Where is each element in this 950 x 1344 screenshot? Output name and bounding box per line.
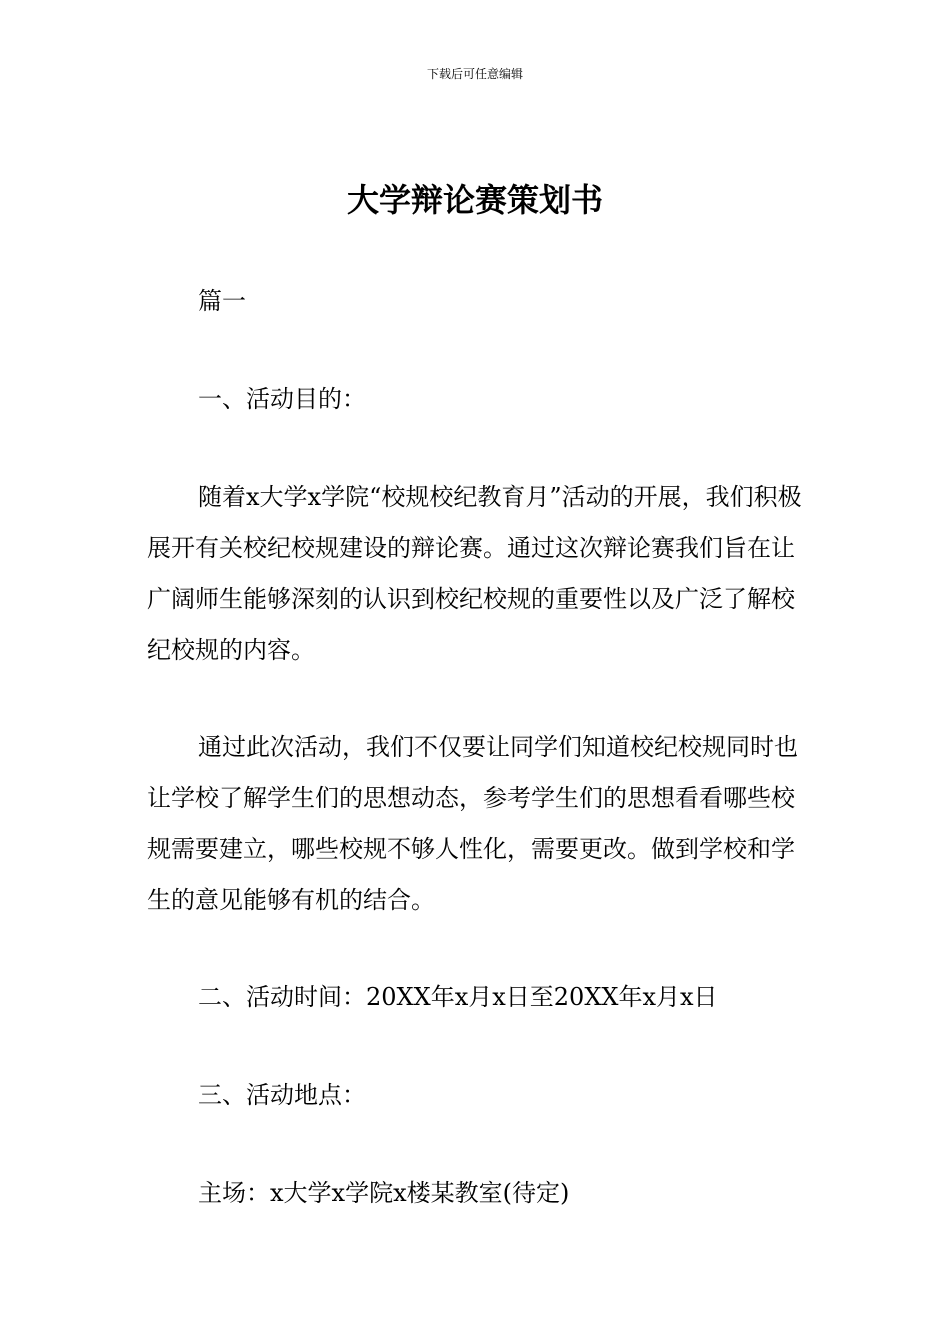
- page-header-note: 下载后可任意编辑: [426, 67, 523, 81]
- section-heading-venue: 三、活动地点：: [198, 1081, 366, 1109]
- venue-main-line: 主场：x大学x学院x楼某教室(待定): [198, 1179, 570, 1207]
- purpose-paragraph-2: 通过此次活动，我们不仅要让同学们知道校纪校规同时也让学校了解学生们的思想动态，参考学生们的思想看看哪些校规需要建立，哪些校规不够人性化，需要更改。做到学校和学生的意见能够有机的结合。: [147, 733, 798, 914]
- section-time-line: 二、活动时间：20XX年x月x日至20XX年x月x日: [198, 983, 718, 1011]
- purpose-paragraph-1: 随着x大学x学院“校规校纪教育月”活动的开展，我们积极展开有关校纪校规建设的辩论赛。通过这次辩论赛我们旨在让广阔师生能够深刻的认识到校纪校规的重要性以及广泛了解校纪校规的内容。: [147, 483, 802, 664]
- part-label: 篇一: [198, 287, 246, 315]
- section-heading-purpose: 一、活动目的：: [198, 385, 366, 413]
- document-title: 大学辩论赛策划书: [346, 181, 603, 219]
